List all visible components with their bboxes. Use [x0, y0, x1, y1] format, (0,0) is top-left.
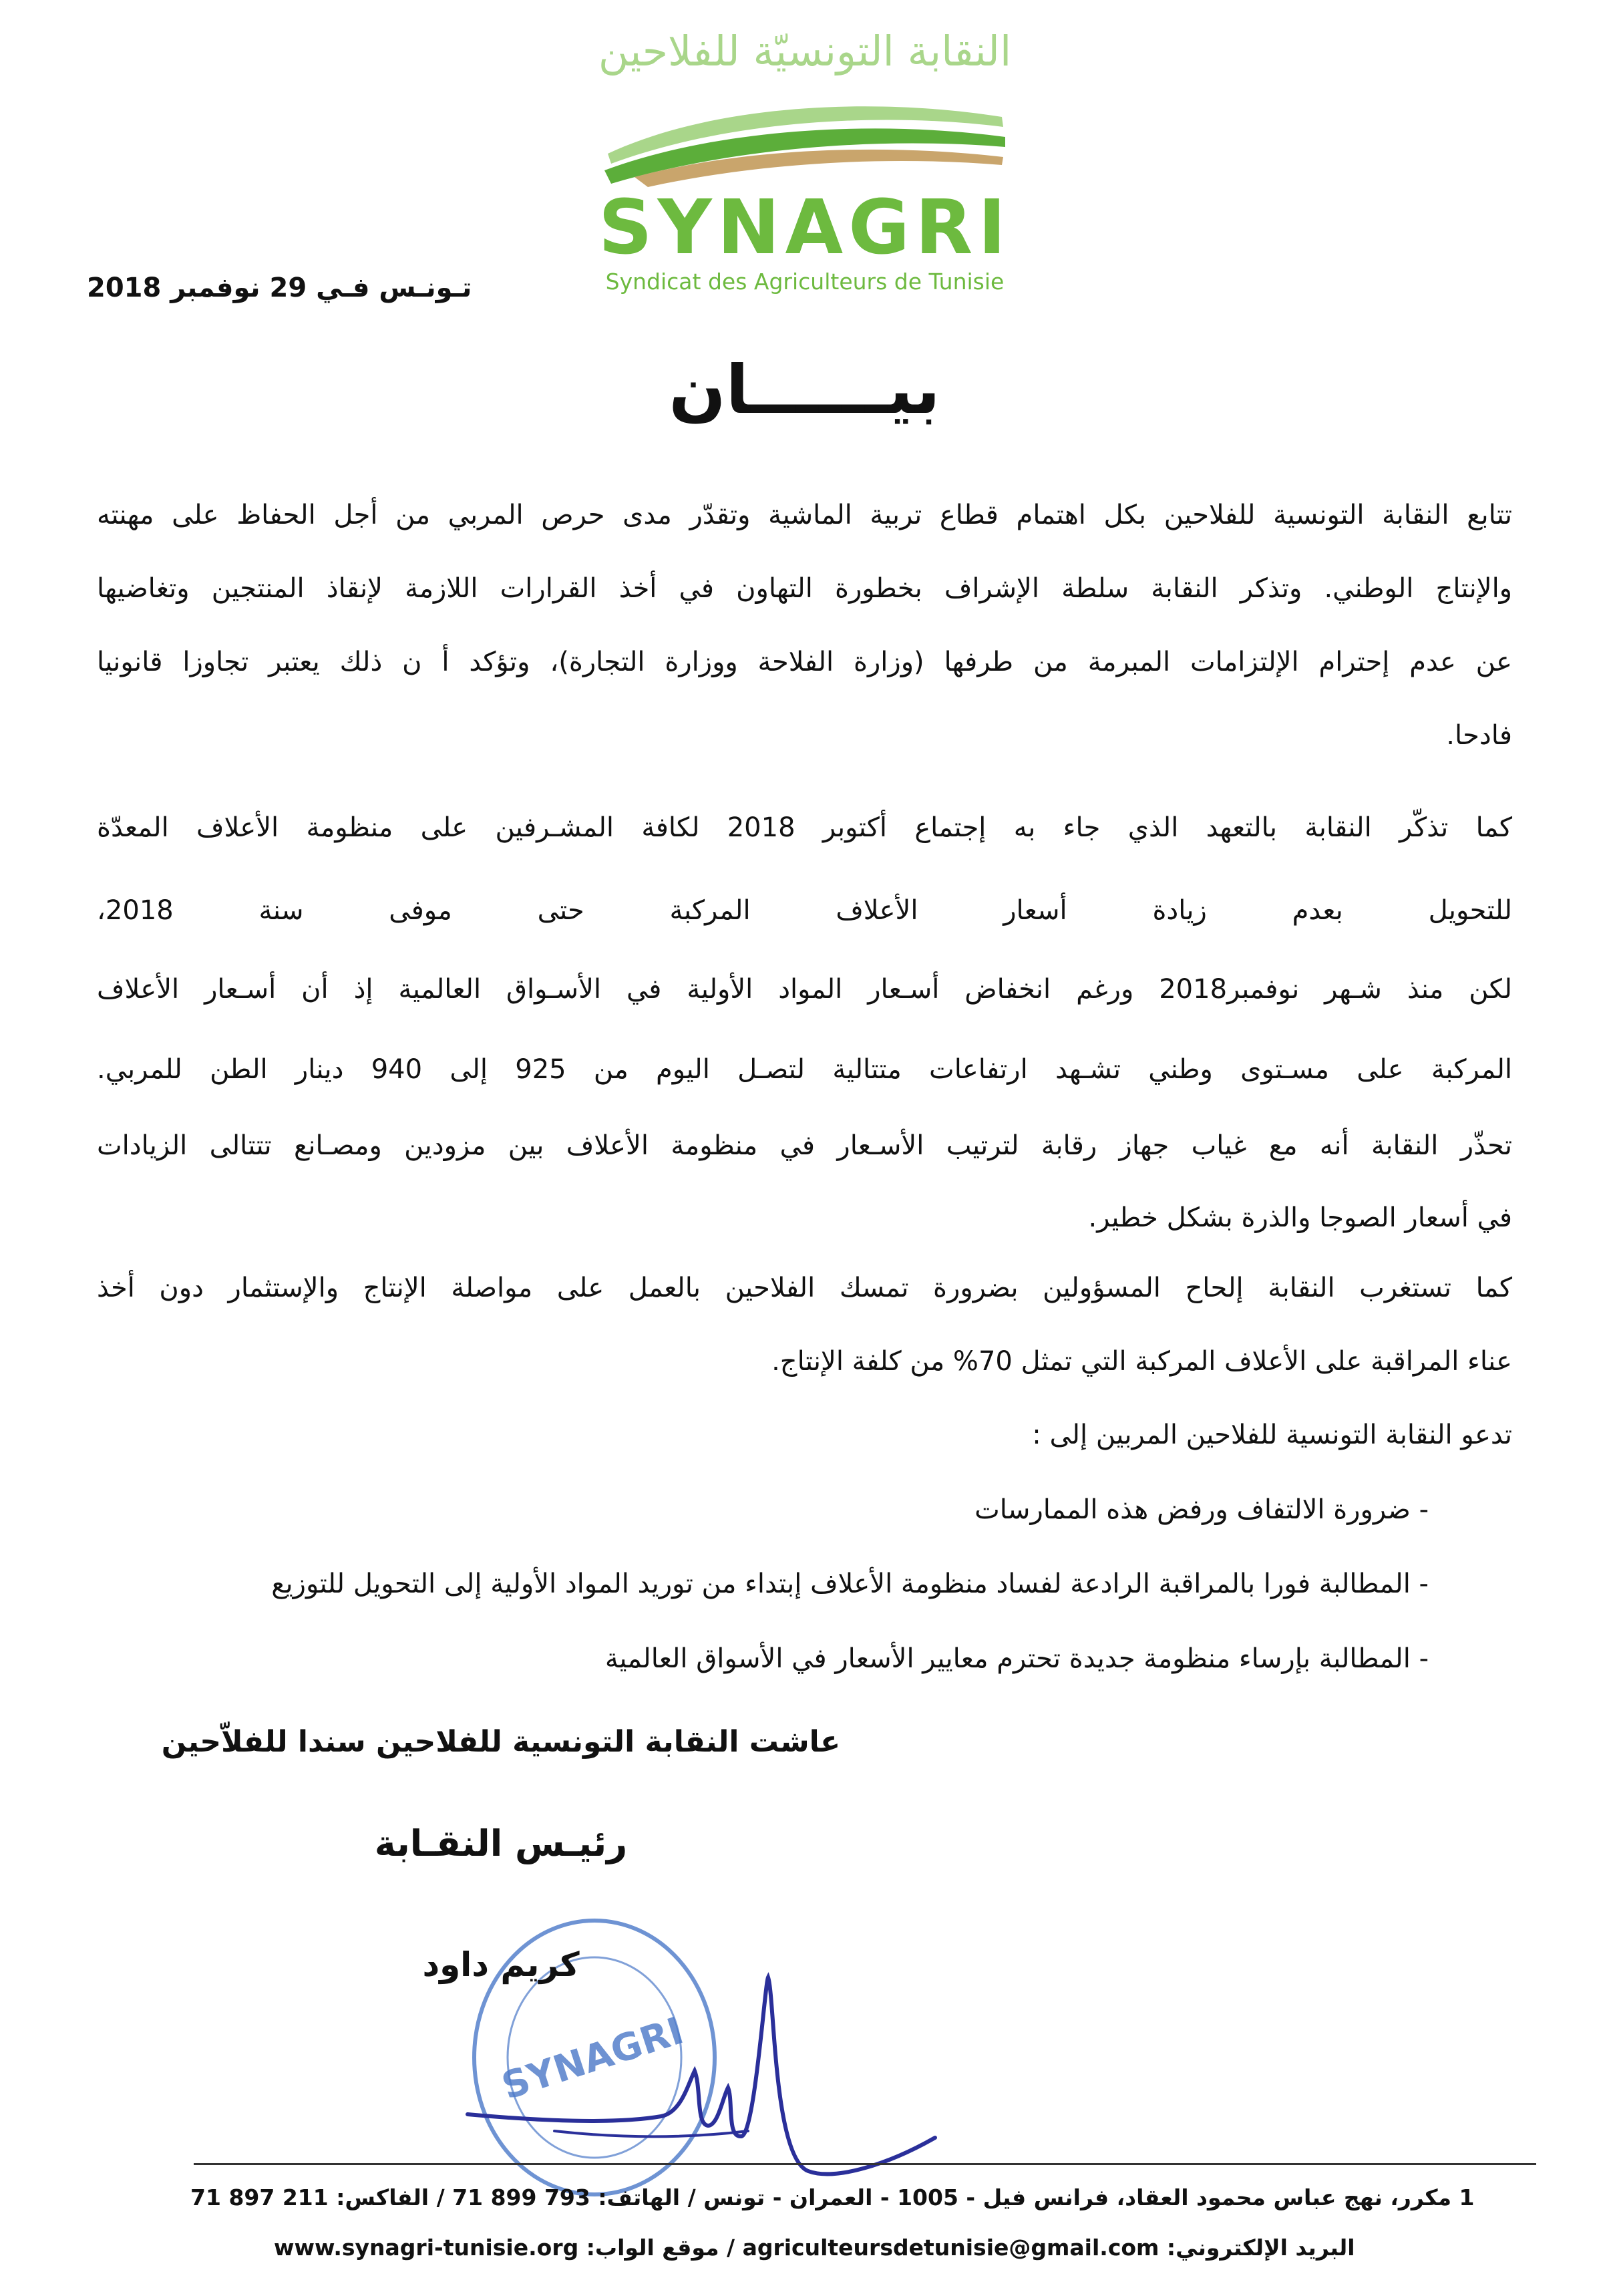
date-line: تـونـس فـي 29 نوفمبر 2018	[87, 273, 472, 303]
body-line: عن عدم إحترام الإلتزامات المبرمة من طرفها (وزارة الفلاحة ووزارة التجارة)، وتؤكد أ ن ذلك يعتبر تجاوزا قانونيا	[97, 647, 1512, 677]
logo-subtitle: Syndicat des Agriculteurs de Tunisie	[605, 269, 1005, 295]
body-line: كما تذكّر النقابة بالتعهد الذي جاء به إجتماع أكتوبر 2018 لكافة المشـرفين على منظومة الأعلاف المعدّة	[97, 812, 1512, 843]
logo-swoosh-graphic	[594, 90, 1015, 190]
body-line: تتابع النقابة التونسية للفلاحين بكل اهتمام قطاع تربية الماشية وتقدّر مدى حرص المربي من أجل الحفاظ على مهنته	[97, 500, 1512, 530]
logo-name: SYNAGRI	[598, 184, 1012, 271]
footer-address: 1 مكرر، نهج عباس محمود العقاد، فرانس فيل - 1005 - العمران - تونس / الهاتف: 793 899 71 / الفاكس: 211 897 71	[190, 2184, 1475, 2210]
body-line: عناء المراقبة على الأعلاف المركبة التي تمثل 70% من كلفة الإنتاج.	[771, 1346, 1512, 1377]
bullet-item: - ضرورة الالتفاف ورفض هذه الممارسات	[974, 1494, 1429, 1525]
body-line: والإنتاج الوطني. وتذكر النقابة سلطة الإشراف بخطورة التهاون في أخذ القرارات اللازمة لإنقاذ المنتجين وتغاضيها	[97, 573, 1512, 604]
president-name: كريم داود	[422, 1945, 580, 1984]
president-title: رئيـس النقـابة	[374, 1822, 628, 1864]
body-line: تدعو النقابة التونسية للفلاحين المربين إلى :	[1032, 1420, 1512, 1450]
logo-arabic-name: النقابة التونسيّة للفلاحين	[598, 27, 1012, 75]
bullet-item: - المطالبة فورا بالمراقبة الرادعة لفساد منظومة الأعلاف إبتداء من توريد المواد الأولية إلى التحويل للتوزيع	[271, 1569, 1429, 1599]
footer-contact: البريد الإلكتروني: agriculteursdetunisie@gmail.com / موقع الواب: www.synagri-tunisie.org	[274, 2235, 1355, 2261]
body-line: لكن منذ شـهر نوفمبر2018 ورغم انخفاض أسـعار المواد الأولية في الأسـواق العالمية إذ أن أسـعار الأعلاف	[97, 974, 1512, 1005]
svg-text:SYNAGRI: SYNAGRI	[496, 2009, 689, 2109]
body-line: كما تستغرب النقابة إلحاح المسؤولين بضرورة تمسك الفلاحين بالعمل على مواصلة الإنتاج والإستثمار دون أخذ	[97, 1273, 1512, 1303]
handwritten-signature	[461, 1971, 942, 2204]
body-line: المركبة على مسـتوى وطني تشـهد ارتفاعات متتالية لتصـل اليوم من 925 إلى 940 دينار الطن للمربي.	[97, 1054, 1512, 1085]
body-line: للتحويل بعدم زيادة أسعار الأعلاف المركبة حتى موفى سنة 2018،	[97, 895, 1512, 926]
body-line: في أسعار الصوجا والذرة بشكل خطير.	[1088, 1202, 1512, 1233]
body-line: تحذّر النقابة أنه مع غياب جهاز رقابة لترتيب الأسـعار في منظومة الأعلاف بين مزودين ومصـانع تتتالى الزيادات	[97, 1130, 1512, 1161]
document-title: بيــــــان	[669, 351, 940, 429]
closing-slogan: عاشت النقابة التونسية للفلاحين سندا للفلاّحين	[161, 1725, 841, 1759]
footer-divider	[194, 2163, 1536, 2165]
synagri-logo	[594, 27, 1015, 307]
body-line: فادحا.	[1446, 720, 1512, 751]
bullet-item: - المطالبة بإرساء منظومة جديدة تحترم معايير الأسعار في الأسواق العالمية	[604, 1643, 1429, 1674]
